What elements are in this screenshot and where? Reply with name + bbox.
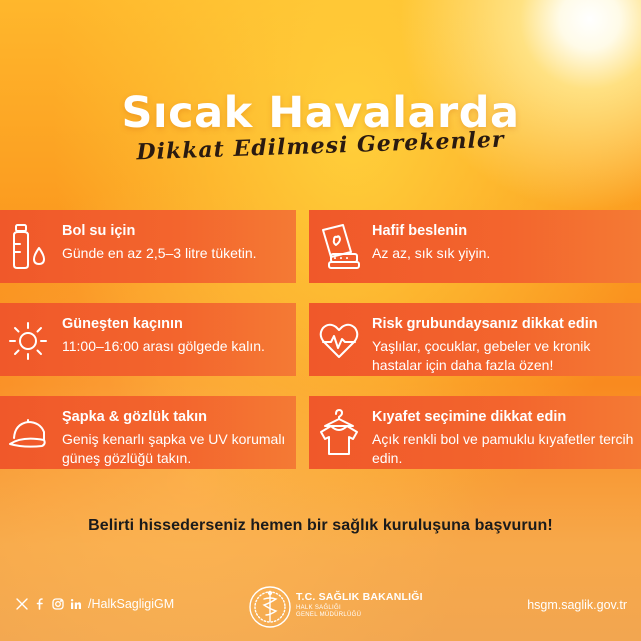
x-icon[interactable] [16,598,28,610]
cap-icon [6,408,50,456]
tip-body: Yaşlılar, çocuklar, gebeler ve kronik hastalar için daha fazla özen! [372,338,591,373]
page-title: Sıcak Havalarda [121,88,520,138]
facebook-icon[interactable] [34,598,46,610]
social-handle[interactable]: /HalkSagligiGM [88,597,175,611]
tip-card-water [0,210,296,283]
tip-body: 11:00–16:00 arası gölgede kalın. [62,338,265,354]
org-ministry: T.C. SAĞLIK BAKANLIĞI [296,591,423,603]
shirt-on-hanger-icon [317,408,361,456]
social-links [16,597,174,611]
organization-name [296,591,423,618]
tip-title: Risk grubundaysanız dikkat edin [372,316,598,332]
tip-card-food [309,210,641,283]
tip-title: Şapka & gözlük takın [62,409,208,425]
website-link[interactable]: hsgm.saglik.gov.tr [527,598,627,612]
page-subtitle: Dikkat Edilmesi Gerekenler [136,126,505,166]
callout-message: Belirti hissederseniz hemen bir sağlık kuruluşuna başvurun! [88,517,553,534]
tip-title: Güneşten kaçının [62,316,183,332]
tip-body: Günde en az 2,5–3 litre tüketin. [62,245,257,261]
tip-title: Bol su için [62,223,136,239]
tip-title: Kıyafet seçimine dikkat edin [372,409,567,425]
org-unit-line1: HALK SAĞLIĞI [296,605,341,611]
food-box-heart-icon [317,222,361,270]
heart-pulse-icon [317,315,361,363]
tip-body: Açık renkli bol ve pamuklu kıyafetler tercih edin. [372,431,634,466]
tip-card-sun [0,303,296,376]
tip-card-clothing [309,396,641,469]
tip-card-hat-glasses [0,396,296,469]
org-unit-line2: GENEL MÜDÜRLÜĞÜ [296,612,362,618]
water-bottle-drop-icon [6,222,50,270]
tip-card-risk-group [309,303,641,376]
tip-title: Hafif beslenin [372,223,468,239]
ministry-logo-icon [248,585,292,629]
instagram-icon[interactable] [52,598,64,610]
sun-icon [6,315,50,363]
tip-body: Az az, sık sık yiyin. [372,245,491,261]
tip-body: Geniş kenarlı şapka ve UV korumalı güneş gözlüğü takın. [62,431,286,466]
linkedin-icon[interactable] [70,598,82,610]
